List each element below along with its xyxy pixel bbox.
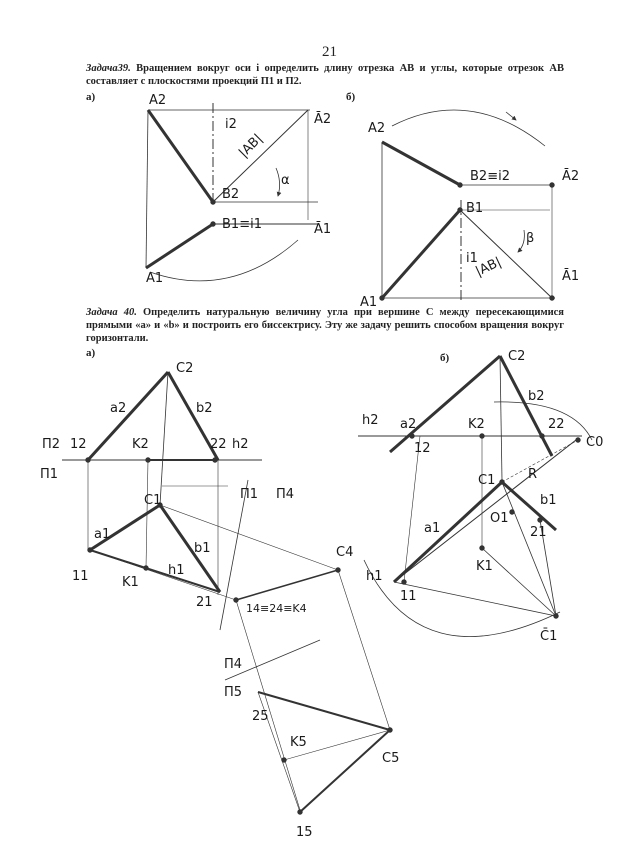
label-c1: C1 bbox=[144, 493, 162, 508]
label-a2: A2 bbox=[149, 93, 167, 108]
label-2-2: 22 bbox=[210, 437, 227, 452]
label-2-1: 21 bbox=[530, 525, 547, 540]
task-39-text: Вращением вокруг оси i определить длину отрезка AB и углы, которые отрезок AB составляет с плоскостями проекций П1 и П2. bbox=[86, 63, 565, 87]
label-r: R bbox=[528, 467, 538, 482]
ray-1-cbar bbox=[394, 582, 556, 616]
label-2-5: 25 bbox=[252, 709, 269, 724]
segment-a1b1 bbox=[146, 224, 213, 268]
point-b2 bbox=[211, 200, 215, 204]
point-c4 bbox=[336, 568, 340, 572]
link-a2-a1 bbox=[146, 110, 148, 268]
label-p1-right: П1 bbox=[240, 487, 259, 502]
label-1-2: 12 bbox=[70, 437, 87, 452]
subfigure-label-39b: б) bbox=[346, 91, 356, 103]
link-c1-c4 bbox=[160, 505, 338, 570]
label-a1: a1 bbox=[424, 521, 441, 536]
point-o1 bbox=[510, 510, 514, 514]
label-h1: h1 bbox=[366, 569, 383, 584]
label-i1: i1 bbox=[466, 251, 478, 266]
point-1-1 bbox=[402, 580, 406, 584]
label-c2: C2 bbox=[176, 361, 194, 376]
label-c1: C1 bbox=[478, 473, 496, 488]
label-2-2: 22 bbox=[548, 417, 565, 432]
label-a1bar: Ā1 bbox=[314, 222, 332, 237]
point-1-2 bbox=[86, 458, 90, 462]
label-p4: П4 bbox=[276, 487, 295, 502]
label-k2: K2 bbox=[132, 437, 149, 452]
link-1-4 bbox=[90, 550, 236, 600]
point-b1 bbox=[458, 208, 462, 212]
point-c1bar bbox=[554, 614, 558, 618]
label-2-1: 21 bbox=[196, 595, 213, 610]
point-c5 bbox=[388, 728, 392, 732]
radius-r bbox=[502, 440, 578, 482]
label-b1: b1 bbox=[194, 541, 211, 556]
rotation-arrow bbox=[506, 112, 516, 120]
point-2-1 bbox=[538, 518, 542, 522]
subfigure-label-40a: а) bbox=[86, 347, 96, 359]
label-a2: A2 bbox=[368, 121, 386, 136]
label-1-1: 11 bbox=[400, 589, 417, 604]
label-a2bar: Ā2 bbox=[562, 169, 580, 184]
line-a5 bbox=[300, 730, 390, 812]
label-a1bar: Ā1 bbox=[562, 269, 580, 284]
label-h2: h2 bbox=[362, 413, 379, 428]
point-k1 bbox=[144, 566, 148, 570]
label-p2: П2 bbox=[42, 437, 61, 452]
label-ab-length: |AB| bbox=[236, 131, 266, 161]
label-c2: C2 bbox=[508, 349, 526, 364]
label-b1: B1 bbox=[466, 201, 484, 216]
point-a1bar bbox=[550, 296, 554, 300]
point-k5 bbox=[282, 758, 286, 762]
projection-c4 bbox=[236, 570, 338, 600]
label-i2: i2 bbox=[225, 117, 237, 132]
point-2-2 bbox=[213, 458, 217, 462]
label-c1bar: C̄1 bbox=[540, 629, 558, 644]
line-a2 bbox=[88, 372, 168, 460]
label-b1: b1 bbox=[540, 493, 557, 508]
segment-a2b2 bbox=[382, 142, 460, 185]
link-c2-c1 bbox=[160, 372, 168, 505]
label-h1: h1 bbox=[168, 563, 185, 578]
label-p5: П5 bbox=[224, 685, 243, 700]
label-a1: A1 bbox=[360, 295, 378, 310]
label-ab-length: |AB| bbox=[473, 254, 504, 280]
label-1-2: 12 bbox=[414, 441, 431, 456]
label-c4: C4 bbox=[336, 545, 354, 560]
point-c0 bbox=[576, 438, 580, 442]
label-a2bar: Ā2 bbox=[314, 112, 332, 127]
label-a2: a2 bbox=[110, 401, 127, 416]
point-a1 bbox=[380, 296, 384, 300]
label-b2: B2 bbox=[222, 187, 240, 202]
horizontal-h1 bbox=[90, 550, 220, 592]
task-39-label: Задача39. bbox=[86, 63, 131, 74]
label-p1: П1 bbox=[40, 467, 59, 482]
point-a2-h2 bbox=[410, 434, 414, 438]
point-k4 bbox=[234, 598, 238, 602]
page-number: 21 bbox=[322, 44, 337, 60]
label-b1-i1: B1≡i1 bbox=[222, 217, 262, 232]
label-b2: b2 bbox=[196, 401, 213, 416]
label-h2: h2 bbox=[232, 437, 249, 452]
point-a2bar bbox=[550, 183, 554, 187]
task-40-text: Определить натуральную величину угла при вершине С между пересекающимися прямыми «а» и «b» и построить его биссектрису. Эту же задачу решить способом вращения вокруг горизонтали. bbox=[86, 307, 564, 344]
label-1-4-coincident: 14≡24≡K4 bbox=[246, 602, 307, 615]
label-k2: K2 bbox=[468, 417, 485, 432]
rotation-arc-39b bbox=[392, 110, 545, 146]
rotation-arc-40b bbox=[364, 560, 560, 637]
link-c2-c1 bbox=[500, 356, 502, 480]
figure-40a bbox=[62, 372, 392, 814]
line-b1 bbox=[160, 505, 220, 592]
point-k2 bbox=[480, 434, 484, 438]
label-c5: C5 bbox=[382, 751, 400, 766]
task-40-label: Задача 40. bbox=[86, 307, 137, 318]
segment-a2b2 bbox=[148, 110, 213, 202]
figure-40b bbox=[358, 356, 592, 637]
label-1-1: 11 bbox=[72, 569, 89, 584]
line-b5 bbox=[258, 692, 390, 730]
label-k1: K1 bbox=[476, 559, 493, 574]
label-c0: C0 bbox=[586, 435, 604, 450]
label-k5: K5 bbox=[290, 735, 307, 750]
label-1-5: 15 bbox=[296, 825, 313, 840]
label-o1: O1 bbox=[490, 511, 509, 526]
label-a1: A1 bbox=[146, 271, 164, 286]
point-k2 bbox=[146, 458, 150, 462]
point-b2 bbox=[458, 183, 462, 187]
point-2-2 bbox=[540, 434, 544, 438]
segment-a1b1 bbox=[382, 210, 460, 298]
point-1-1 bbox=[88, 548, 92, 552]
subfigure-label-39a: а) bbox=[86, 91, 96, 103]
rotation-arc-39a bbox=[150, 240, 298, 281]
axis-p1-p4 bbox=[220, 480, 248, 630]
point-b1 bbox=[211, 222, 215, 226]
point-k1 bbox=[480, 546, 484, 550]
subfigure-label-40b: б) bbox=[440, 352, 450, 364]
label-p4-lower: П4 bbox=[224, 657, 243, 672]
angle-beta-arc bbox=[518, 230, 524, 252]
label-k1: K1 bbox=[122, 575, 139, 590]
bisector bbox=[482, 548, 556, 616]
angle-alpha-arc bbox=[276, 168, 280, 196]
point-1-5 bbox=[298, 810, 302, 814]
label-a2: a2 bbox=[400, 417, 417, 432]
link-c4-c5 bbox=[338, 570, 390, 730]
label-b2-i2: B2≡i2 bbox=[470, 169, 510, 184]
link-k4-k5 bbox=[236, 600, 300, 810]
label-alpha: α bbox=[281, 173, 290, 188]
label-b2: b2 bbox=[528, 389, 545, 404]
label-a1: a1 bbox=[94, 527, 111, 542]
label-beta: β bbox=[526, 231, 535, 246]
point-c1 bbox=[500, 480, 504, 484]
